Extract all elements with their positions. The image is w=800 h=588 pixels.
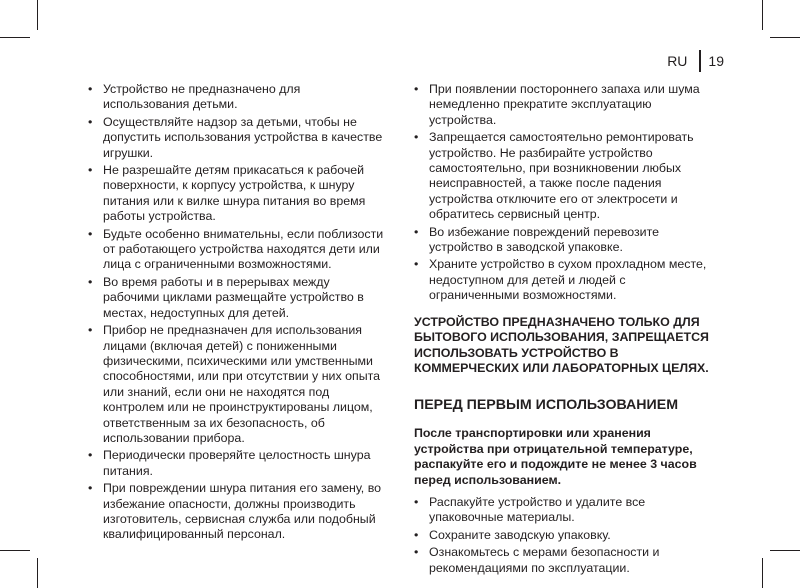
crop-mark — [762, 558, 763, 588]
list-item: • Не разрешайте детям прикасаться к рабочей поверхности, к корпусу устройства, к шнуру питания или к вилке шнура питания во время работы устройства. — [88, 163, 386, 225]
list-item: • Во время работы и в перерывах между рабочими циклами размещайте устройство в местах, недоступных для детей. — [88, 275, 386, 321]
list-item: • Периодически проверяйте целостность шнура питания. — [88, 448, 386, 479]
right-column — [414, 82, 714, 578]
page-number: 19 — [708, 53, 724, 69]
crop-mark — [0, 37, 30, 38]
left-column — [88, 82, 386, 545]
list-item: • Распакуйте устройство и удалите все упаковочные материалы. — [414, 495, 714, 526]
list-item: • При повреждении шнура питания его замену, во избежание опасности, должны производить изготовитель, сервисная служба или подобный квалифицированный персонал. — [88, 481, 386, 543]
page-header — [667, 50, 724, 72]
safety-list — [88, 82, 386, 543]
safety-list-continued — [414, 82, 714, 304]
list-item: • Во избежание повреждений перевозите устройство в заводской упаковке. — [414, 225, 714, 256]
list-item: • Прибор не предназначен для использования лицами (включая детей) с пониженными физическими, психическими или умственными способностями, или при отсутствии у них опыта или знаний, если они не находятся под контролем или не проинструктированы лицом, ответственным за их безопасность, об использовании прибора. — [88, 323, 386, 446]
household-use-warning: УСТРОЙСТВО ПРЕДНАЗНАЧЕНО ТОЛЬКО ДЛЯ БЫТОВОГО ИСПОЛЬЗОВАНИЯ, ЗАПРЕЩАЕТСЯ ИСПОЛЬЗОВАТЬ УСТРОЙСТВО В КОММЕРЧЕСКИХ ИЛИ ЛАБОРАТОРНЫХ ЦЕЛЯХ. — [414, 314, 709, 375]
crop-mark — [770, 37, 800, 38]
list-item: • Будьте особенно внимательны, если поблизости от работающего устройства находятся дети или лица с ограниченными возможностями. — [88, 227, 386, 273]
list-item: • Устройство не предназначено для использования детьми. — [88, 82, 386, 113]
list-item: • Ознакомьтесь с мерами безопасности и рекомендациями по эксплуатации. — [414, 545, 714, 576]
crop-mark — [0, 550, 30, 551]
list-item: • Сохраните заводскую упаковку. — [414, 528, 714, 543]
list-item: • При появлении постороннего запаха или шума немедленно прекратите эксплуатацию устройства. — [414, 82, 714, 128]
crop-mark — [770, 550, 800, 551]
crop-mark — [37, 0, 38, 30]
section-intro: После транспортировки или хранения устройства при отрицательной температуре, распакуйте его и подождите не менее 3 часов перед использованием. — [414, 426, 697, 487]
first-use-list — [414, 495, 714, 576]
language-label: RU — [667, 53, 688, 69]
list-item: • Осуществляйте надзор за детьми, чтобы не допустить использования устройства в качестве игрушки. — [88, 115, 386, 161]
crop-mark — [37, 558, 38, 588]
section-title: ПЕРЕД ПЕРВЫМ ИСПОЛЬЗОВАНИЕМ — [414, 397, 679, 414]
list-item: • Запрещается самостоятельно ремонтировать устройство. Не разбирайте устройство самостоятельно, при возникновении любых неисправностей, а также после падения устройства отключите его от электросети и обратитесь сервисный центр. — [414, 130, 714, 222]
crop-mark — [762, 0, 763, 30]
header-divider — [699, 50, 701, 72]
list-item: • Храните устройство в сухом прохладном месте, недоступном для детей и людей с ограниченными возможностями. — [414, 257, 714, 303]
